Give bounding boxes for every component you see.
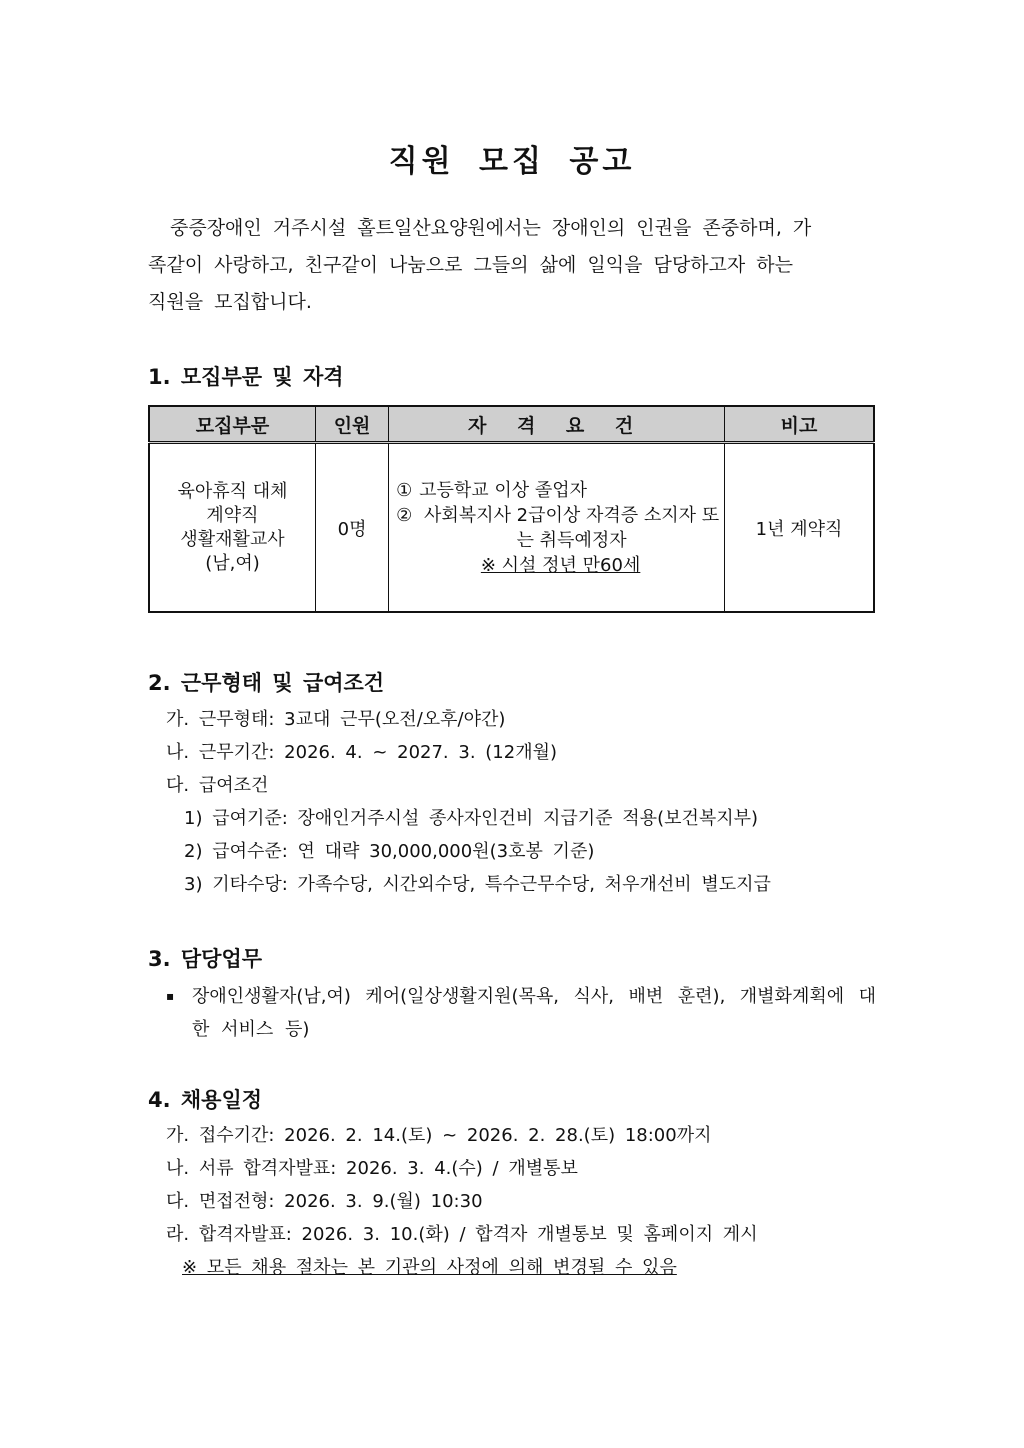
- section-heading-schedule: 4. 채용일정: [148, 1088, 263, 1112]
- list-item: 가. 접수기간: 2026. 2. 14.(토) ~ 2026. 2. 28.(토) 18:00까지: [166, 1125, 712, 1146]
- table-cell-qualifications: [389, 443, 725, 613]
- dept-line: 생활재활교사: [180, 528, 285, 550]
- list-item: 다. 면접전형: 2026. 3. 9.(월) 10:30: [166, 1191, 483, 1212]
- table-cell-dept: [149, 443, 315, 613]
- table-header-dept: 모집부문: [149, 406, 315, 443]
- table-header-row: [149, 406, 874, 443]
- qualification-number: ②: [396, 504, 413, 526]
- intro-line: 직원을 모집합니다.: [148, 291, 312, 313]
- recruitment-table: [148, 405, 875, 613]
- list-item: 나. 근무기간: 2026. 4. ~ 2027. 3. (12개월): [166, 742, 557, 763]
- duties-item: [166, 980, 876, 1046]
- page-title: 직원 모집 공고: [388, 144, 636, 179]
- dept-line: 육아휴직 대체: [177, 480, 288, 502]
- section-heading-work-conditions: 2. 근무형태 및 급여조건: [148, 671, 385, 695]
- schedule-list: [166, 1119, 758, 1284]
- list-item: 다. 급여조건: [166, 775, 269, 796]
- qualification-number: ①: [396, 479, 413, 501]
- list-item: 가. 근무형태: 3교대 근무(오전/오후/야간): [166, 709, 506, 730]
- section-heading-duties: 3. 담당업무: [148, 947, 263, 971]
- qualification-text: 사회복지사 2급이상 자격증 소지자 또는 취득예정자: [424, 504, 720, 551]
- table-header-qualifications: 자 격 요 건: [389, 406, 725, 443]
- list-item: 나. 서류 합격자발표: 2026. 3. 4.(수) / 개별통보: [166, 1158, 578, 1179]
- table-cell-remark: 1년 계약직: [725, 443, 874, 613]
- dept-line: 계약직: [206, 504, 259, 526]
- table-header-count: 인원: [315, 406, 388, 443]
- qualification-text: 고등학교 이상 졸업자: [419, 479, 588, 501]
- sub-list-item: 1) 급여기준: 장애인거주시설 종사자인건비 지급기준 적용(보건복지부): [184, 808, 759, 829]
- sub-list-item: 3) 기타수당: 가족수당, 시간외수당, 특수근무수당, 처우개선비 별도지급: [184, 874, 771, 895]
- table-header-remark: 비고: [725, 406, 874, 443]
- section-heading-recruitment: 1. 모집부문 및 자격: [148, 365, 344, 389]
- duties-text: 장애인생활자(남,여) 케어(일상생활지원(목욕, 식사, 배변 훈련), 개별화계획에 대한 서비스 등): [192, 986, 876, 1040]
- sub-list-item: 2) 급여수준: 연 대략 30,000,000원(3호봉 기준): [184, 841, 595, 862]
- table-cell-count: 0명: [315, 443, 388, 613]
- intro-line: 중증장애인 거주시설 홀트일산요양원에서는 장애인의 인권을 존중하며, 가: [170, 217, 812, 239]
- intro-line: 족같이 사랑하고, 친구같이 나눔으로 그들의 삶에 일익을 담당하고자 하는: [148, 254, 793, 276]
- qualification-note: ※ 시설 정년 만60세: [480, 554, 641, 576]
- schedule-notice: ※ 모든 채용 절차는 본 기관의 사정에 의해 변경될 수 있음: [182, 1257, 677, 1278]
- qualification-item: [389, 478, 724, 503]
- work-conditions-list: [166, 703, 771, 901]
- intro-paragraph: [148, 210, 876, 321]
- list-item: 라. 합격자발표: 2026. 3. 10.(화) / 합격자 개별통보 및 홈페이지 게시: [166, 1224, 758, 1245]
- dept-line: (남,여): [205, 552, 260, 574]
- table-row: [149, 443, 874, 613]
- qualification-item: [389, 503, 724, 553]
- bullet-icon: ▪: [166, 989, 175, 1003]
